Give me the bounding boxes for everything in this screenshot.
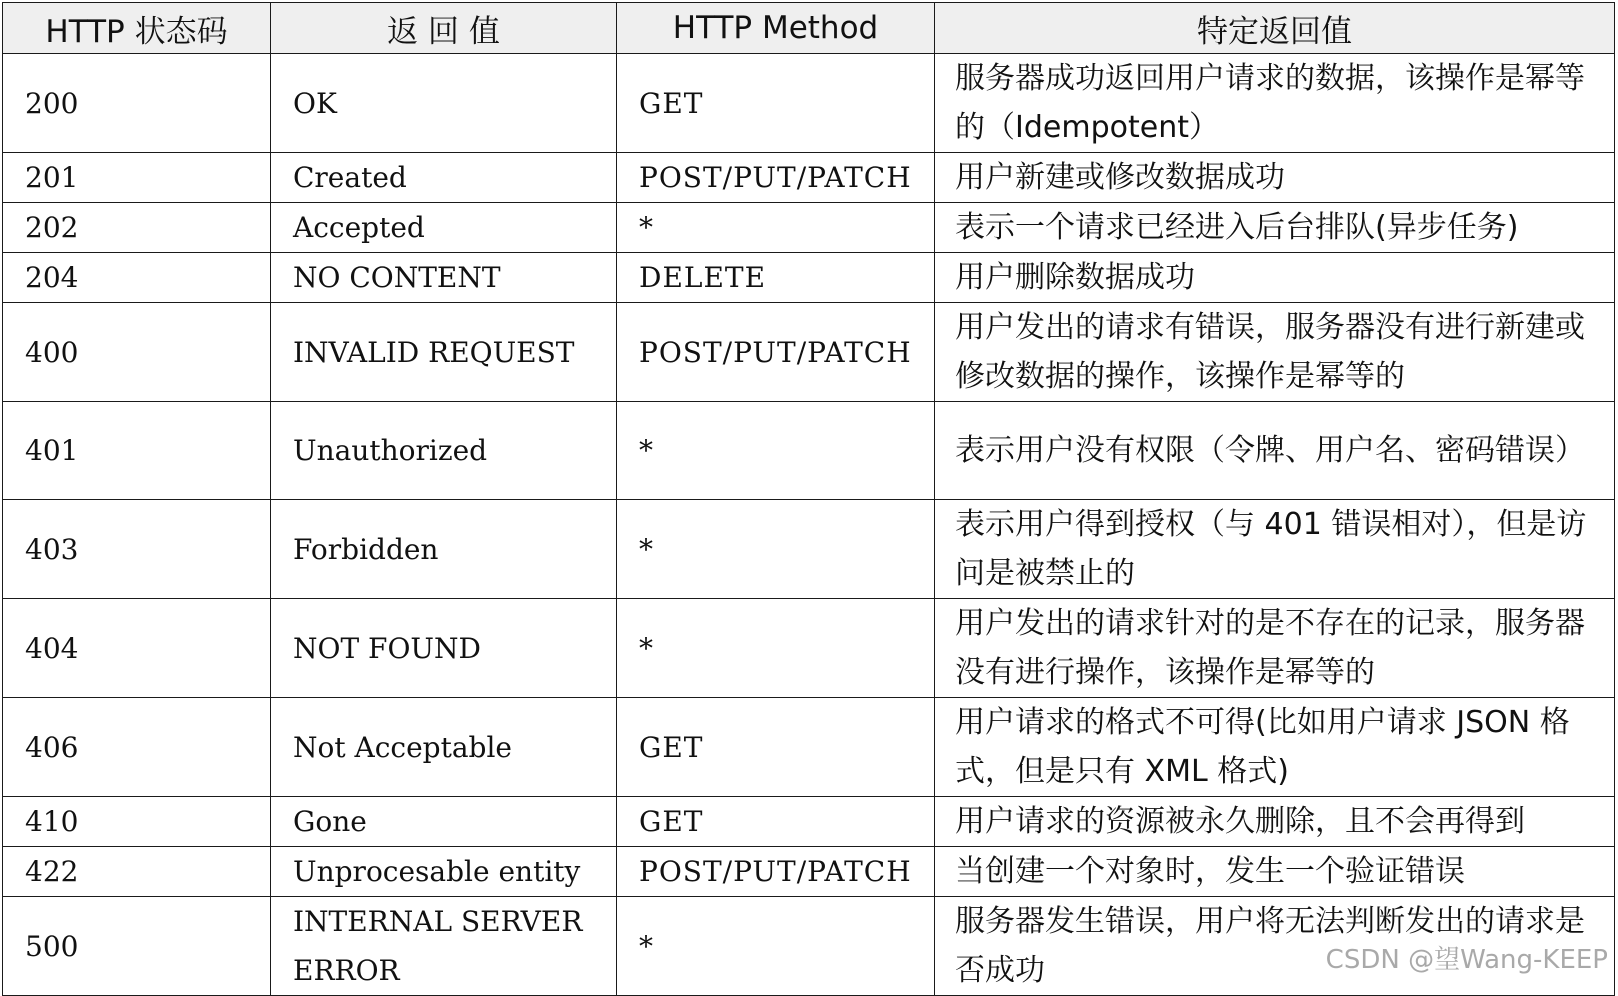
status-code-cell: 406: [3, 698, 271, 797]
table-row: [3, 698, 1615, 797]
description-cell: 表示用户得到授权（与 401 错误相对），但是访问是被禁止的: [935, 500, 1615, 599]
status-code-cell: 200: [3, 54, 271, 153]
http-method-cell: *: [617, 599, 935, 698]
return-value-cell: Gone: [271, 797, 617, 847]
description-cell: 服务器发生错误，用户将无法判断发出的请求是否成功: [935, 897, 1615, 996]
http-status-code-table: [2, 2, 1615, 996]
http-method-cell: GET: [617, 797, 935, 847]
table-row: [3, 203, 1615, 253]
status-code-cell: 202: [3, 203, 271, 253]
table-row: [3, 797, 1615, 847]
description-cell: 当创建一个对象时，发生一个验证错误: [935, 847, 1615, 897]
status-code-table-wrapper: [2, 2, 1614, 996]
description-cell: 用户新建或修改数据成功: [935, 153, 1615, 203]
table-row: [3, 303, 1615, 402]
status-code-cell: 404: [3, 599, 271, 698]
return-value-cell: Accepted: [271, 203, 617, 253]
watermark: CSDN @望Wang-KEEP: [1325, 945, 1608, 975]
http-method-cell: *: [617, 897, 935, 996]
http-method-cell: DELETE: [617, 253, 935, 303]
table-body: [3, 54, 1615, 996]
description-cell: 服务器成功返回用户请求的数据，该操作是幂等的（Idempotent）: [935, 54, 1615, 153]
table-row: [3, 500, 1615, 599]
status-code-cell: 201: [3, 153, 271, 203]
status-code-cell: 500: [3, 897, 271, 996]
description-cell: 用户请求的资源被永久删除，且不会再得到: [935, 797, 1615, 847]
return-value-cell: Unauthorized: [271, 402, 617, 500]
status-code-cell: 403: [3, 500, 271, 599]
return-value-cell: Created: [271, 153, 617, 203]
description-cell: 表示用户没有权限（令牌、用户名、密码错误）: [935, 402, 1615, 500]
table-row: [3, 847, 1615, 897]
header-return-value: 返 回 值: [271, 3, 617, 54]
header-row: [3, 3, 1615, 54]
table-row: [3, 402, 1615, 500]
description-cell: 用户删除数据成功: [935, 253, 1615, 303]
return-value-cell: INTERNAL SERVER ERROR: [271, 897, 617, 996]
return-value-cell: Forbidden: [271, 500, 617, 599]
return-value-cell: Unprocesable entity: [271, 847, 617, 897]
status-code-cell: 422: [3, 847, 271, 897]
header-specific-return: 特定返回值: [935, 3, 1615, 54]
description-cell: 用户请求的格式不可得(比如用户请求 JSON 格式，但是只有 XML 格式): [935, 698, 1615, 797]
http-method-cell: POST/PUT/PATCH: [617, 847, 935, 897]
table-row: [3, 253, 1615, 303]
return-value-cell: INVALID REQUEST: [271, 303, 617, 402]
description-cell: 用户发出的请求有错误，服务器没有进行新建或修改数据的操作，该操作是幂等的: [935, 303, 1615, 402]
http-method-cell: GET: [617, 54, 935, 153]
description-cell: 用户发出的请求针对的是不存在的记录，服务器没有进行操作，该操作是幂等的: [935, 599, 1615, 698]
description-cell: 表示一个请求已经进入后台排队(异步任务): [935, 203, 1615, 253]
header-status-code: HTTP 状态码: [3, 3, 271, 54]
return-value-cell: NOT FOUND: [271, 599, 617, 698]
http-method-cell: POST/PUT/PATCH: [617, 303, 935, 402]
table-row: [3, 599, 1615, 698]
status-code-cell: 401: [3, 402, 271, 500]
header-http-method: HTTP Method: [617, 3, 935, 54]
return-value-cell: NO CONTENT: [271, 253, 617, 303]
return-value-cell: OK: [271, 54, 617, 153]
status-code-cell: 204: [3, 253, 271, 303]
http-method-cell: *: [617, 203, 935, 253]
table-row: [3, 153, 1615, 203]
http-method-cell: POST/PUT/PATCH: [617, 153, 935, 203]
table-row: [3, 54, 1615, 153]
return-value-cell: Not Acceptable: [271, 698, 617, 797]
http-method-cell: GET: [617, 698, 935, 797]
http-method-cell: *: [617, 402, 935, 500]
status-code-cell: 400: [3, 303, 271, 402]
http-method-cell: *: [617, 500, 935, 599]
status-code-cell: 410: [3, 797, 271, 847]
